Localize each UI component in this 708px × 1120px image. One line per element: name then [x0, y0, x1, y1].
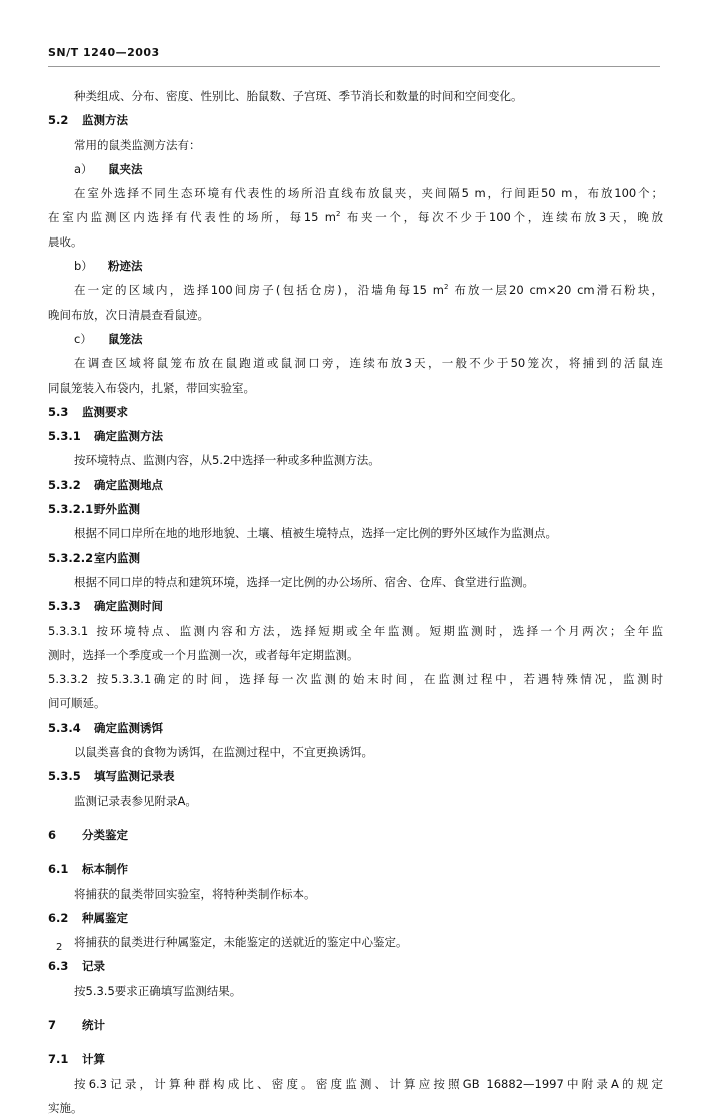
paragraph: 将捕获的鼠类带回实验室，将特种类制作标本。	[74, 886, 316, 901]
paragraph: 5.3.3.1 按环境特点、监测内容和方法，选择短期或全年监测。短期监测时，选择一个月两次；全年监	[48, 623, 663, 638]
header-rule	[48, 66, 660, 67]
paragraph: 测时，选择一个季度或一个月监测一次，或者每年定期监测。	[48, 647, 359, 662]
paragraph: 在一定的区域内，选择100间房子(包括仓房)，沿墙角每15 $m^2$ 布放一层20 cm×20 cm滑石粉块，	[74, 283, 664, 298]
paragraph: 晨收。	[48, 234, 83, 249]
section-heading: 6.2 种属鉴定	[48, 910, 128, 925]
section-heading: 5.3.1 确定监测方法	[48, 429, 163, 444]
standard-code: SN/T 1240—2003	[48, 46, 160, 59]
document-body	[48, 84, 663, 1120]
section-heading: 5.3.3 确定监测时间	[48, 599, 163, 614]
section-heading: 6.3 记录	[48, 959, 105, 974]
paragraph: 间可顺延。	[48, 696, 106, 711]
paragraph: 在调查区域将鼠笼布放在鼠跑道或鼠洞口旁，连续布放3天，一般不少于50笼次，将捕到的活鼠连	[74, 356, 663, 371]
section-heading: 5.3.4 确定监测诱饵	[48, 720, 163, 735]
section-heading: 6.1 标本制作	[48, 862, 128, 877]
paragraph: 晚间布放，次日清晨查看鼠迹。	[48, 307, 209, 322]
paragraph: 按环境特点、监测内容，从5.2中选择一种或多种监测方法。	[74, 453, 380, 468]
chapter-heading: 6 分类鉴定	[48, 827, 128, 842]
section-heading: 5.3.2.2室内监测	[48, 550, 140, 565]
section-heading: 5.3.5 填写监测记录表	[48, 769, 175, 784]
paragraph: 实施。	[48, 1100, 83, 1115]
list-heading: b） 粉迹法	[74, 259, 143, 274]
paragraph: 常用的鼠类监测方法有：	[74, 137, 201, 152]
section-heading: 5.3.2.1野外监测	[48, 502, 140, 517]
paragraph: 在室内监测区内选择有代表性的场所，每15 $m^2$ 布夹一个，每次不少于100个，连续布放3天，晚放	[48, 210, 664, 225]
paragraph: 在室外选择不同生态环境有代表性的场所沿直线布放鼠夹，夹间隔5 m，行间距50 m，布放100个；	[74, 186, 663, 201]
section-heading: 7.1 计算	[48, 1052, 105, 1067]
paragraph: 按6.3记录，计算种群构成比、密度。密度监测、计算应按照GB 16882—1997中附录A的规定	[74, 1076, 663, 1091]
paragraph: 5.3.3.2 按5.3.3.1确定的时间，选择每一次监测的始末时间，在监测过程中，若遇特殊情况，监测时	[48, 672, 663, 687]
paragraph: 监测记录表参见附录A。	[74, 793, 197, 808]
paragraph: 以鼠类喜食的食物为诱饵，在监测过程中，不宜更换诱饵。	[74, 745, 373, 760]
paragraph: 将捕获的鼠类进行种属鉴定，未能鉴定的送就近的鉴定中心鉴定。	[74, 935, 408, 950]
paragraph: 同鼠笼装入布袋内，扎紧，带回实验室。	[48, 380, 255, 395]
section-heading: 5.3.2 确定监测地点	[48, 477, 163, 492]
paragraph: 根据不同口岸所在地的地形地貌、土壤、植被生境特点，选择一定比例的野外区域作为监测点。	[74, 526, 557, 541]
page-number: 2	[56, 942, 63, 953]
paragraph: 按5.3.5要求正确填写监测结果。	[74, 983, 242, 998]
paragraph: 根据不同口岸的特点和建筑环境，选择一定比例的办公场所、宿舍、仓库、食堂进行监测。	[74, 574, 534, 589]
section-heading: 5.2 监测方法	[48, 113, 128, 128]
list-heading: c） 鼠笼法	[74, 331, 143, 346]
chapter-heading: 7 统计	[48, 1017, 105, 1032]
list-heading: a） 鼠夹法	[74, 161, 143, 176]
paragraph: 种类组成、分布、密度、性别比、胎鼠数、子宫斑、季节消长和数量的时间和空间变化。	[74, 89, 523, 103]
section-heading: 5.3 监测要求	[48, 404, 128, 419]
